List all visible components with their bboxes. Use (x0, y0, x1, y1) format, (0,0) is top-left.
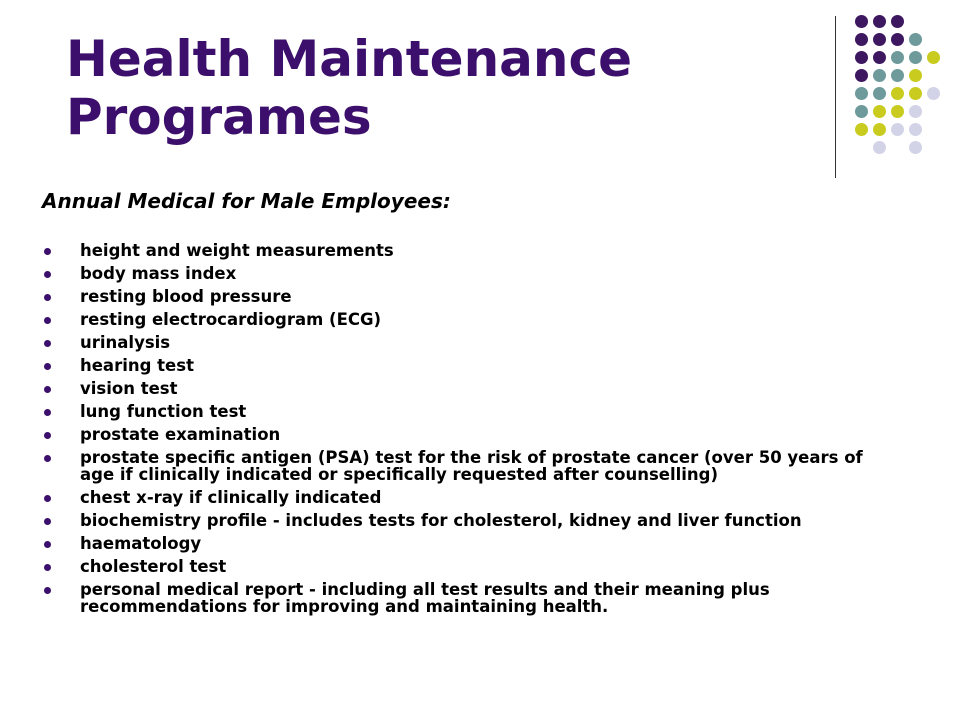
dot-lime (909, 87, 922, 100)
bullet-icon (44, 248, 51, 255)
dot-lime (855, 123, 868, 136)
dot-teal (855, 105, 868, 118)
dot-lime (873, 105, 886, 118)
list-item-text: lung function test (80, 402, 247, 421)
dot-purple (891, 15, 904, 28)
dot-purple (855, 69, 868, 82)
dot-lavender (891, 123, 904, 136)
dot-lavender (909, 123, 922, 136)
list-item-text: biochemistry profile - includes tests for cholesterol, kidney and liver function (80, 511, 802, 530)
list-item-text: prostate specific antigen (PSA) test for the risk of prostate cancer (over 50 years of age if clinically indicated or specifically requested after counselling) (80, 448, 863, 484)
list-item (44, 512, 884, 529)
list-item (44, 334, 884, 351)
list-item-text: height and weight measurements (80, 241, 394, 260)
bullet-icon (44, 317, 51, 324)
dot-lavender (909, 141, 922, 154)
bullet-icon (44, 495, 51, 502)
title-line-2: Programes (66, 88, 372, 146)
list-item (44, 357, 884, 374)
list-item-text: prostate examination (80, 425, 281, 444)
list-item (44, 558, 884, 575)
dot-purple (891, 33, 904, 46)
list-item-text: resting electrocardiogram (ECG) (80, 310, 382, 329)
list-item (44, 489, 884, 506)
medical-items-list (44, 242, 884, 621)
dot-purple (873, 33, 886, 46)
list-item (44, 403, 884, 420)
bullet-icon (44, 271, 51, 278)
dot-lavender (873, 141, 886, 154)
list-item-text: cholesterol test (80, 557, 227, 576)
dot-teal (909, 33, 922, 46)
dot-purple (855, 51, 868, 64)
list-item-text: vision test (80, 379, 178, 398)
bullet-icon (44, 455, 51, 462)
dot-lime (909, 69, 922, 82)
dot-lime (891, 87, 904, 100)
bullet-icon (44, 518, 51, 525)
dot-lavender (927, 87, 940, 100)
list-item (44, 242, 884, 259)
section-subtitle: Annual Medical for Male Employees: (42, 189, 451, 213)
dot-teal (909, 51, 922, 64)
bullet-icon (44, 294, 51, 301)
bullet-icon (44, 340, 51, 347)
bullet-icon (44, 386, 51, 393)
bullet-icon (44, 564, 51, 571)
list-item (44, 380, 884, 397)
dot-purple (855, 15, 868, 28)
list-item-text: resting blood pressure (80, 287, 292, 306)
list-item-text: hearing test (80, 356, 194, 375)
dot-lime (927, 51, 940, 64)
list-item-text: personal medical report - including all test results and their meaning plus recommendations for improving and maintaining health. (80, 580, 770, 616)
list-item (44, 581, 884, 615)
dot-teal (891, 51, 904, 64)
slide-title (66, 30, 806, 146)
dot-teal (873, 69, 886, 82)
dot-teal (855, 87, 868, 100)
bullet-icon (44, 587, 51, 594)
dot-lavender (909, 105, 922, 118)
bullet-icon (44, 432, 51, 439)
list-item-text: haematology (80, 534, 202, 553)
list-item (44, 288, 884, 305)
bullet-icon (44, 541, 51, 548)
list-item (44, 311, 884, 328)
bullet-icon (44, 409, 51, 416)
dot-purple (855, 33, 868, 46)
list-item (44, 265, 884, 282)
decorative-divider (835, 16, 836, 178)
dot-teal (891, 69, 904, 82)
list-item-text: urinalysis (80, 333, 171, 352)
dot-purple (873, 51, 886, 64)
title-line-1: Health Maintenance (66, 30, 633, 88)
list-item (44, 449, 884, 483)
dot-teal (873, 87, 886, 100)
bullet-icon (44, 363, 51, 370)
list-item-text: chest x-ray if clinically indicated (80, 488, 382, 507)
list-item (44, 426, 884, 443)
dot-lime (891, 105, 904, 118)
list-item (44, 535, 884, 552)
list-item-text: body mass index (80, 264, 237, 283)
dot-purple (873, 15, 886, 28)
dot-lime (873, 123, 886, 136)
